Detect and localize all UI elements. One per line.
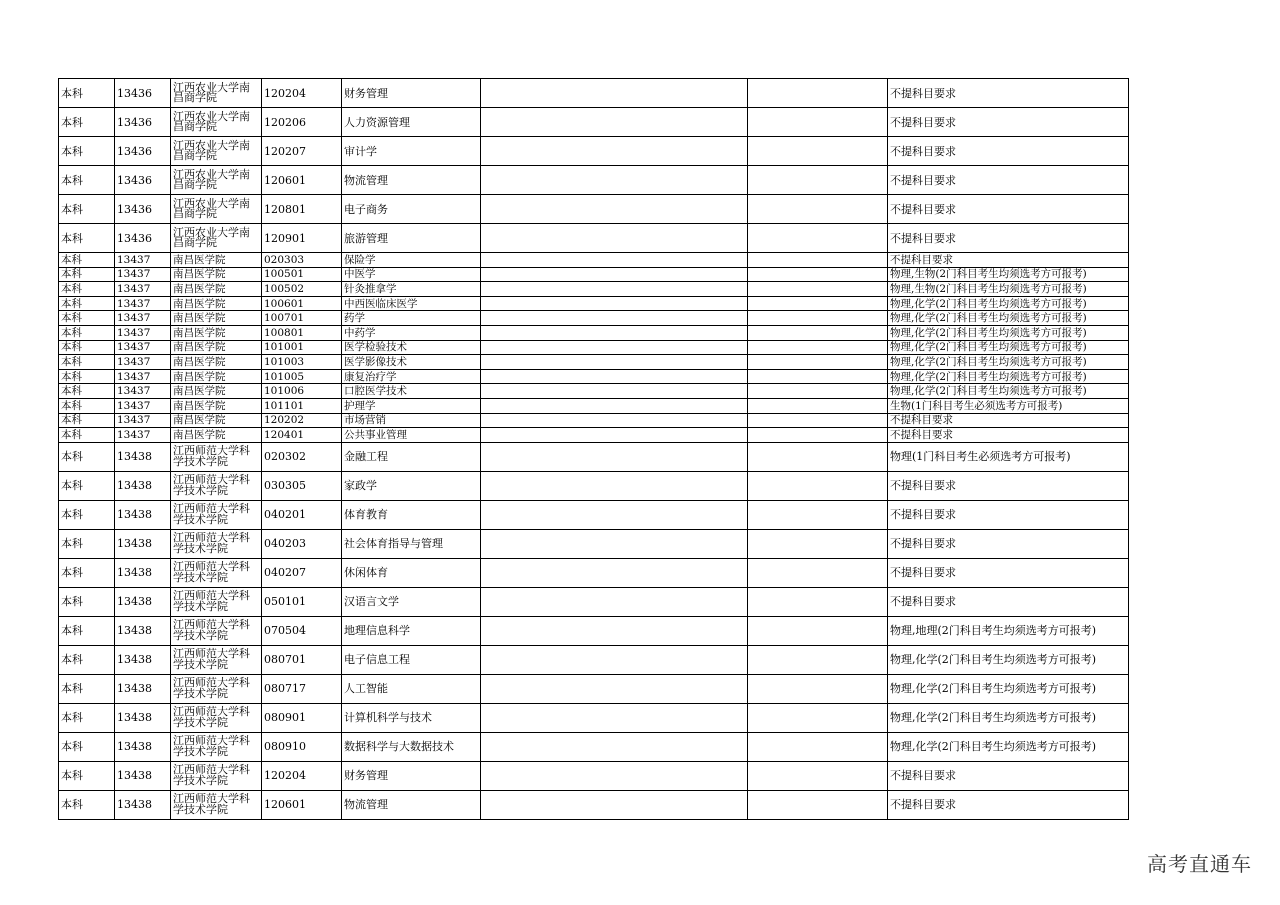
table-row bbox=[59, 311, 1129, 326]
level-cell: 本科 bbox=[59, 558, 115, 587]
school-code-cell: 13437 bbox=[115, 384, 171, 399]
blank-cell bbox=[748, 703, 888, 732]
school-name-cell: 江西师范大学科学技术学院 bbox=[171, 761, 262, 790]
school-code-cell: 13437 bbox=[115, 340, 171, 355]
school-name-cell: 江西师范大学科学技术学院 bbox=[171, 732, 262, 761]
blank-cell bbox=[748, 384, 888, 399]
school-name-cell: 江西师范大学科学技术学院 bbox=[171, 558, 262, 587]
table-row bbox=[59, 108, 1129, 137]
level-cell: 本科 bbox=[59, 369, 115, 384]
table-row bbox=[59, 703, 1129, 732]
school-code-cell: 13437 bbox=[115, 369, 171, 384]
level-cell: 本科 bbox=[59, 282, 115, 297]
major-name-cell: 体育教育 bbox=[342, 500, 481, 529]
major-code-cell: 120206 bbox=[262, 108, 342, 137]
table-row bbox=[59, 369, 1129, 384]
school-name-cell: 南昌医学院 bbox=[171, 296, 262, 311]
subject-requirement-cell: 物理,化学(2门科目考生均须选考方可报考) bbox=[888, 384, 1129, 399]
school-code-cell: 13437 bbox=[115, 253, 171, 268]
table-row bbox=[59, 500, 1129, 529]
school-code-cell: 13438 bbox=[115, 761, 171, 790]
school-code-cell: 13436 bbox=[115, 195, 171, 224]
table-row bbox=[59, 355, 1129, 370]
subject-requirement-cell: 物理,化学(2门科目考生均须选考方可报考) bbox=[888, 340, 1129, 355]
subject-requirement-cell: 不提科目要求 bbox=[888, 761, 1129, 790]
blank-cell bbox=[748, 355, 888, 370]
school-name-cell: 南昌医学院 bbox=[171, 413, 262, 428]
major-name-cell: 休闲体育 bbox=[342, 558, 481, 587]
blank-cell bbox=[748, 471, 888, 500]
blank-cell bbox=[748, 674, 888, 703]
major-code-cell: 101006 bbox=[262, 384, 342, 399]
major-name-cell: 电子商务 bbox=[342, 195, 481, 224]
level-cell: 本科 bbox=[59, 529, 115, 558]
blank-cell bbox=[748, 529, 888, 558]
major-name-cell: 财务管理 bbox=[342, 79, 481, 108]
major-name-cell: 药学 bbox=[342, 311, 481, 326]
school-code-cell: 13436 bbox=[115, 79, 171, 108]
level-cell: 本科 bbox=[59, 267, 115, 282]
subject-requirement-cell: 物理,化学(2门科目考生均须选考方可报考) bbox=[888, 369, 1129, 384]
subject-requirement-cell: 物理,生物(2门科目考生均须选考方可报考) bbox=[888, 267, 1129, 282]
blank-cell bbox=[481, 587, 748, 616]
level-cell: 本科 bbox=[59, 108, 115, 137]
table-row bbox=[59, 732, 1129, 761]
major-name-cell: 金融工程 bbox=[342, 442, 481, 471]
blank-cell bbox=[748, 732, 888, 761]
blank-cell bbox=[748, 442, 888, 471]
subject-requirement-cell: 物理,化学(2门科目考生均须选考方可报考) bbox=[888, 296, 1129, 311]
blank-cell bbox=[481, 369, 748, 384]
major-code-cell: 120801 bbox=[262, 195, 342, 224]
table-row bbox=[59, 267, 1129, 282]
blank-cell bbox=[748, 137, 888, 166]
table-row bbox=[59, 645, 1129, 674]
major-code-cell: 080910 bbox=[262, 732, 342, 761]
blank-cell bbox=[481, 790, 748, 819]
table-row bbox=[59, 442, 1129, 471]
blank-cell bbox=[481, 166, 748, 195]
subject-requirement-cell: 物理,生物(2门科目考生均须选考方可报考) bbox=[888, 282, 1129, 297]
level-cell: 本科 bbox=[59, 500, 115, 529]
school-name-cell: 江西师范大学科学技术学院 bbox=[171, 674, 262, 703]
blank-cell bbox=[481, 311, 748, 326]
level-cell: 本科 bbox=[59, 384, 115, 399]
blank-cell bbox=[481, 732, 748, 761]
subject-requirement-cell: 物理,化学(2门科目考生均须选考方可报考) bbox=[888, 311, 1129, 326]
subject-requirement-cell: 物理,化学(2门科目考生均须选考方可报考) bbox=[888, 732, 1129, 761]
school-name-cell: 南昌医学院 bbox=[171, 384, 262, 399]
blank-cell bbox=[748, 253, 888, 268]
blank-cell bbox=[748, 616, 888, 645]
level-cell: 本科 bbox=[59, 195, 115, 224]
subject-requirement-cell: 不提科目要求 bbox=[888, 471, 1129, 500]
level-cell: 本科 bbox=[59, 311, 115, 326]
subject-requirement-cell: 物理,化学(2门科目考生均须选考方可报考) bbox=[888, 325, 1129, 340]
school-name-cell: 江西农业大学南昌商学院 bbox=[171, 137, 262, 166]
subject-requirement-cell: 不提科目要求 bbox=[888, 428, 1129, 443]
blank-cell bbox=[481, 296, 748, 311]
table-row bbox=[59, 471, 1129, 500]
subject-requirement-cell: 不提科目要求 bbox=[888, 137, 1129, 166]
school-code-cell: 13438 bbox=[115, 616, 171, 645]
major-name-cell: 计算机科学与技术 bbox=[342, 703, 481, 732]
major-name-cell: 医学影像技术 bbox=[342, 355, 481, 370]
blank-cell bbox=[481, 645, 748, 674]
major-code-cell: 100601 bbox=[262, 296, 342, 311]
school-code-cell: 13438 bbox=[115, 645, 171, 674]
major-code-cell: 100801 bbox=[262, 325, 342, 340]
table-row bbox=[59, 398, 1129, 413]
major-code-cell: 120204 bbox=[262, 79, 342, 108]
subject-requirement-cell: 物理,化学(2门科目考生均须选考方可报考) bbox=[888, 645, 1129, 674]
major-code-cell: 120401 bbox=[262, 428, 342, 443]
major-code-cell: 120601 bbox=[262, 166, 342, 195]
school-code-cell: 13437 bbox=[115, 398, 171, 413]
blank-cell bbox=[481, 340, 748, 355]
level-cell: 本科 bbox=[59, 674, 115, 703]
school-code-cell: 13438 bbox=[115, 529, 171, 558]
blank-cell bbox=[481, 253, 748, 268]
school-name-cell: 江西师范大学科学技术学院 bbox=[171, 616, 262, 645]
school-code-cell: 13438 bbox=[115, 674, 171, 703]
major-code-cell: 101101 bbox=[262, 398, 342, 413]
subject-requirement-cell: 不提科目要求 bbox=[888, 500, 1129, 529]
blank-cell bbox=[748, 761, 888, 790]
major-name-cell: 市场营销 bbox=[342, 413, 481, 428]
major-name-cell: 康复治疗学 bbox=[342, 369, 481, 384]
major-name-cell: 针灸推拿学 bbox=[342, 282, 481, 297]
school-name-cell: 江西师范大学科学技术学院 bbox=[171, 703, 262, 732]
blank-cell bbox=[481, 703, 748, 732]
major-code-cell: 080701 bbox=[262, 645, 342, 674]
subject-requirement-cell: 不提科目要求 bbox=[888, 79, 1129, 108]
school-code-cell: 13438 bbox=[115, 587, 171, 616]
subject-requirements-table bbox=[58, 78, 1129, 820]
major-name-cell: 人工智能 bbox=[342, 674, 481, 703]
level-cell: 本科 bbox=[59, 703, 115, 732]
school-code-cell: 13438 bbox=[115, 703, 171, 732]
subject-requirement-cell: 物理,化学(2门科目考生均须选考方可报考) bbox=[888, 674, 1129, 703]
school-code-cell: 13438 bbox=[115, 471, 171, 500]
watermark-text: 高考直通车 bbox=[1147, 852, 1252, 876]
school-code-cell: 13438 bbox=[115, 442, 171, 471]
major-name-cell: 医学检验技术 bbox=[342, 340, 481, 355]
level-cell: 本科 bbox=[59, 413, 115, 428]
table-row bbox=[59, 340, 1129, 355]
school-code-cell: 13438 bbox=[115, 558, 171, 587]
blank-cell bbox=[481, 471, 748, 500]
table-row bbox=[59, 558, 1129, 587]
blank-cell bbox=[481, 79, 748, 108]
subject-requirement-cell: 不提科目要求 bbox=[888, 253, 1129, 268]
level-cell: 本科 bbox=[59, 253, 115, 268]
major-code-cell: 030305 bbox=[262, 471, 342, 500]
level-cell: 本科 bbox=[59, 79, 115, 108]
table-row bbox=[59, 253, 1129, 268]
subject-requirement-cell: 不提科目要求 bbox=[888, 108, 1129, 137]
school-name-cell: 南昌医学院 bbox=[171, 267, 262, 282]
subject-requirement-cell: 物理(1门科目考生必须选考方可报考) bbox=[888, 442, 1129, 471]
level-cell: 本科 bbox=[59, 355, 115, 370]
blank-cell bbox=[748, 79, 888, 108]
major-code-cell: 050101 bbox=[262, 587, 342, 616]
blank-cell bbox=[748, 224, 888, 253]
blank-cell bbox=[748, 166, 888, 195]
school-code-cell: 13436 bbox=[115, 137, 171, 166]
major-code-cell: 120202 bbox=[262, 413, 342, 428]
subject-requirement-cell: 物理,地理(2门科目考生均须选考方可报考) bbox=[888, 616, 1129, 645]
school-name-cell: 江西师范大学科学技术学院 bbox=[171, 500, 262, 529]
table-row bbox=[59, 616, 1129, 645]
blank-cell bbox=[748, 340, 888, 355]
major-code-cell: 120601 bbox=[262, 790, 342, 819]
blank-cell bbox=[748, 282, 888, 297]
table-row bbox=[59, 790, 1129, 819]
school-name-cell: 南昌医学院 bbox=[171, 325, 262, 340]
blank-cell bbox=[748, 296, 888, 311]
school-code-cell: 13437 bbox=[115, 428, 171, 443]
major-name-cell: 汉语言文学 bbox=[342, 587, 481, 616]
school-name-cell: 江西农业大学南昌商学院 bbox=[171, 166, 262, 195]
school-name-cell: 江西师范大学科学技术学院 bbox=[171, 645, 262, 674]
school-name-cell: 南昌医学院 bbox=[171, 311, 262, 326]
major-code-cell: 101003 bbox=[262, 355, 342, 370]
school-name-cell: 南昌医学院 bbox=[171, 428, 262, 443]
major-name-cell: 中医学 bbox=[342, 267, 481, 282]
major-code-cell: 020302 bbox=[262, 442, 342, 471]
level-cell: 本科 bbox=[59, 398, 115, 413]
major-name-cell: 数据科学与大数据技术 bbox=[342, 732, 481, 761]
blank-cell bbox=[481, 413, 748, 428]
level-cell: 本科 bbox=[59, 442, 115, 471]
level-cell: 本科 bbox=[59, 325, 115, 340]
table-row bbox=[59, 384, 1129, 399]
major-code-cell: 100502 bbox=[262, 282, 342, 297]
subject-requirement-cell: 不提科目要求 bbox=[888, 790, 1129, 819]
school-name-cell: 江西师范大学科学技术学院 bbox=[171, 587, 262, 616]
school-name-cell: 江西师范大学科学技术学院 bbox=[171, 529, 262, 558]
school-code-cell: 13437 bbox=[115, 325, 171, 340]
blank-cell bbox=[481, 325, 748, 340]
major-name-cell: 物流管理 bbox=[342, 166, 481, 195]
level-cell: 本科 bbox=[59, 645, 115, 674]
major-code-cell: 070504 bbox=[262, 616, 342, 645]
table-row bbox=[59, 761, 1129, 790]
school-name-cell: 江西师范大学科学技术学院 bbox=[171, 442, 262, 471]
subject-requirement-cell: 不提科目要求 bbox=[888, 195, 1129, 224]
school-name-cell: 南昌医学院 bbox=[171, 369, 262, 384]
school-code-cell: 13437 bbox=[115, 413, 171, 428]
table-row bbox=[59, 529, 1129, 558]
subject-requirement-cell: 不提科目要求 bbox=[888, 224, 1129, 253]
level-cell: 本科 bbox=[59, 471, 115, 500]
table-row bbox=[59, 428, 1129, 443]
major-code-cell: 080717 bbox=[262, 674, 342, 703]
major-name-cell: 人力资源管理 bbox=[342, 108, 481, 137]
table-row bbox=[59, 325, 1129, 340]
level-cell: 本科 bbox=[59, 790, 115, 819]
major-code-cell: 020303 bbox=[262, 253, 342, 268]
school-name-cell: 南昌医学院 bbox=[171, 340, 262, 355]
major-name-cell: 物流管理 bbox=[342, 790, 481, 819]
school-name-cell: 江西农业大学南昌商学院 bbox=[171, 108, 262, 137]
major-name-cell: 旅游管理 bbox=[342, 224, 481, 253]
major-code-cell: 120901 bbox=[262, 224, 342, 253]
blank-cell bbox=[481, 529, 748, 558]
blank-cell bbox=[748, 108, 888, 137]
blank-cell bbox=[748, 790, 888, 819]
blank-cell bbox=[748, 500, 888, 529]
major-code-cell: 040207 bbox=[262, 558, 342, 587]
blank-cell bbox=[481, 428, 748, 443]
school-name-cell: 江西师范大学科学技术学院 bbox=[171, 790, 262, 819]
table-row bbox=[59, 224, 1129, 253]
blank-cell bbox=[481, 355, 748, 370]
major-code-cell: 040201 bbox=[262, 500, 342, 529]
school-name-cell: 南昌医学院 bbox=[171, 282, 262, 297]
subject-requirement-cell: 不提科目要求 bbox=[888, 166, 1129, 195]
blank-cell bbox=[481, 398, 748, 413]
school-code-cell: 13436 bbox=[115, 166, 171, 195]
subject-requirement-cell: 不提科目要求 bbox=[888, 558, 1129, 587]
level-cell: 本科 bbox=[59, 166, 115, 195]
major-code-cell: 120204 bbox=[262, 761, 342, 790]
school-code-cell: 13436 bbox=[115, 108, 171, 137]
school-name-cell: 南昌医学院 bbox=[171, 398, 262, 413]
table-row bbox=[59, 413, 1129, 428]
school-name-cell: 江西师范大学科学技术学院 bbox=[171, 471, 262, 500]
subject-requirement-cell: 物理,化学(2门科目考生均须选考方可报考) bbox=[888, 355, 1129, 370]
school-code-cell: 13437 bbox=[115, 296, 171, 311]
school-name-cell: 江西农业大学南昌商学院 bbox=[171, 224, 262, 253]
blank-cell bbox=[748, 311, 888, 326]
level-cell: 本科 bbox=[59, 428, 115, 443]
school-code-cell: 13436 bbox=[115, 224, 171, 253]
major-name-cell: 口腔医学技术 bbox=[342, 384, 481, 399]
blank-cell bbox=[481, 558, 748, 587]
school-name-cell: 江西农业大学南昌商学院 bbox=[171, 195, 262, 224]
school-code-cell: 13437 bbox=[115, 355, 171, 370]
level-cell: 本科 bbox=[59, 296, 115, 311]
school-name-cell: 南昌医学院 bbox=[171, 355, 262, 370]
blank-cell bbox=[748, 267, 888, 282]
major-name-cell: 公共事业管理 bbox=[342, 428, 481, 443]
table-row bbox=[59, 587, 1129, 616]
level-cell: 本科 bbox=[59, 616, 115, 645]
level-cell: 本科 bbox=[59, 761, 115, 790]
blank-cell bbox=[481, 442, 748, 471]
table-row bbox=[59, 195, 1129, 224]
major-name-cell: 审计学 bbox=[342, 137, 481, 166]
major-name-cell: 中西医临床医学 bbox=[342, 296, 481, 311]
school-code-cell: 13438 bbox=[115, 732, 171, 761]
blank-cell bbox=[748, 325, 888, 340]
subject-requirement-cell: 生物(1门科目考生必须选考方可报考) bbox=[888, 398, 1129, 413]
blank-cell bbox=[481, 195, 748, 224]
school-code-cell: 13438 bbox=[115, 790, 171, 819]
table-row bbox=[59, 137, 1129, 166]
blank-cell bbox=[748, 645, 888, 674]
major-name-cell: 中药学 bbox=[342, 325, 481, 340]
blank-cell bbox=[481, 761, 748, 790]
blank-cell bbox=[481, 384, 748, 399]
blank-cell bbox=[748, 195, 888, 224]
table-row bbox=[59, 674, 1129, 703]
level-cell: 本科 bbox=[59, 587, 115, 616]
blank-cell bbox=[481, 674, 748, 703]
table-row bbox=[59, 79, 1129, 108]
blank-cell bbox=[748, 413, 888, 428]
subject-requirement-cell: 不提科目要求 bbox=[888, 587, 1129, 616]
major-name-cell: 保险学 bbox=[342, 253, 481, 268]
major-code-cell: 100501 bbox=[262, 267, 342, 282]
table-row bbox=[59, 282, 1129, 297]
major-code-cell: 101005 bbox=[262, 369, 342, 384]
blank-cell bbox=[481, 282, 748, 297]
major-name-cell: 电子信息工程 bbox=[342, 645, 481, 674]
blank-cell bbox=[748, 558, 888, 587]
major-name-cell: 家政学 bbox=[342, 471, 481, 500]
level-cell: 本科 bbox=[59, 340, 115, 355]
blank-cell bbox=[748, 398, 888, 413]
level-cell: 本科 bbox=[59, 137, 115, 166]
school-code-cell: 13437 bbox=[115, 267, 171, 282]
subject-requirement-cell: 物理,化学(2门科目考生均须选考方可报考) bbox=[888, 703, 1129, 732]
level-cell: 本科 bbox=[59, 732, 115, 761]
blank-cell bbox=[481, 137, 748, 166]
major-code-cell: 080901 bbox=[262, 703, 342, 732]
blank-cell bbox=[748, 428, 888, 443]
blank-cell bbox=[481, 616, 748, 645]
blank-cell bbox=[481, 108, 748, 137]
major-code-cell: 101001 bbox=[262, 340, 342, 355]
school-name-cell: 江西农业大学南昌商学院 bbox=[171, 79, 262, 108]
major-code-cell: 040203 bbox=[262, 529, 342, 558]
level-cell: 本科 bbox=[59, 224, 115, 253]
school-code-cell: 13437 bbox=[115, 282, 171, 297]
major-name-cell: 社会体育指导与管理 bbox=[342, 529, 481, 558]
major-name-cell: 财务管理 bbox=[342, 761, 481, 790]
table-row bbox=[59, 296, 1129, 311]
school-code-cell: 13437 bbox=[115, 311, 171, 326]
table-row bbox=[59, 166, 1129, 195]
major-code-cell: 120207 bbox=[262, 137, 342, 166]
blank-cell bbox=[748, 369, 888, 384]
major-name-cell: 地理信息科学 bbox=[342, 616, 481, 645]
subject-requirement-cell: 不提科目要求 bbox=[888, 529, 1129, 558]
blank-cell bbox=[748, 587, 888, 616]
blank-cell bbox=[481, 224, 748, 253]
blank-cell bbox=[481, 267, 748, 282]
major-code-cell: 100701 bbox=[262, 311, 342, 326]
subject-requirement-cell: 不提科目要求 bbox=[888, 413, 1129, 428]
school-name-cell: 南昌医学院 bbox=[171, 253, 262, 268]
major-name-cell: 护理学 bbox=[342, 398, 481, 413]
school-code-cell: 13438 bbox=[115, 500, 171, 529]
blank-cell bbox=[481, 500, 748, 529]
